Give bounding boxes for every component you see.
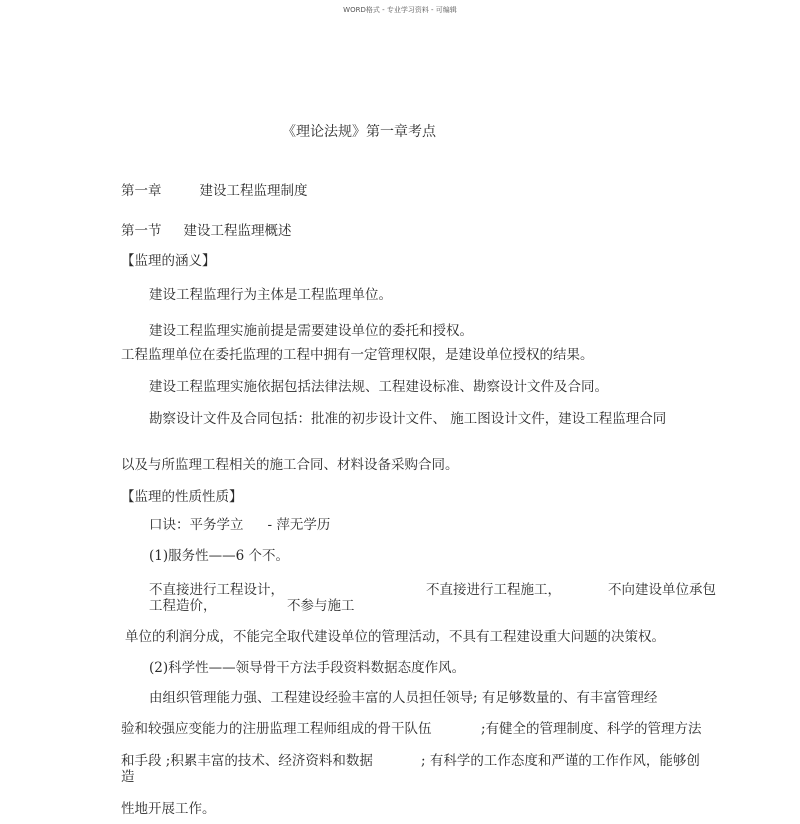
service-part: 工程造价， [149,598,217,614]
paragraph: 工程监理单位在委托监理的工程中拥有一定管理权限，是建设单位授权的结果。 [121,347,594,363]
heading-definition: 【监理的涵义】 [121,253,216,269]
paragraph: ;有健全的管理制度、科学的管理方法 [481,721,702,737]
service-part: 不向建设单位承包 [608,582,716,598]
page-header-watermark: WORD格式 - 专业学习资料 - 可编辑 [343,6,457,14]
paragraph: 造 [121,769,135,785]
paragraph: 以及与所监理工程相关的施工合同、材料设备采购合同。 [121,457,459,473]
paragraph: 勘察设计文件及合同包括：批准的初步设计文件、 施工图设计文件，建设工程监理合同 [149,411,667,427]
heading-nature: 【监理的性质性质】 [121,489,243,505]
list-item-science: (2)科学性——领导骨干方法手段资料数据态度作风。 [149,660,466,676]
paragraph: 单位的利润分成，不能完全取代建设单位的管理活动，不具有工程建设重大问题的决策权。 [125,629,665,645]
section-heading [121,219,292,239]
paragraph: ; 有科学的工作态度和严谨的工作作风，能够创 [421,753,700,769]
mnemonic [149,513,330,533]
service-part: 不直接进行工程施工， [426,582,561,598]
section-number: 第一节 [121,223,162,239]
chapter-name: 建设工程监理制度 [199,183,308,199]
list-item-service: (1)服务性——6 个不。 [149,548,290,564]
section-name: 建设工程监理概述 [183,223,292,239]
paragraph: 建设工程监理实施前提是需要建设单位的委托和授权。 [149,323,473,339]
service-part: 不直接进行工程设计， [149,582,284,598]
document-title: 《理论法规》第一章考点 [282,124,436,140]
paragraph: 验和较强应变能力的注册监理工程师组成的骨干队伍 [121,721,432,737]
service-part: 不参与施工 [287,598,355,614]
mnemonic-label: 口诀：平务学立 [149,517,244,533]
paragraph: 建设工程监理实施依据包括法律法规、工程建设标准、勘察设计文件及合同。 [149,379,608,395]
paragraph: 由组织管理能力强、工程建设经验丰富的人员担任领导; 有足够数量的、有丰富管理经 [149,690,658,706]
mnemonic-rest: - 萍无学历 [267,517,331,533]
paragraph: 建设工程监理行为主体是工程监理单位。 [149,287,392,303]
chapter-number: 第一章 [121,183,162,199]
chapter-heading [121,179,308,199]
paragraph: 和手段 ;积累丰富的技术、经济资料和数据 [121,753,373,769]
paragraph: 性地开展工作。 [121,801,216,817]
